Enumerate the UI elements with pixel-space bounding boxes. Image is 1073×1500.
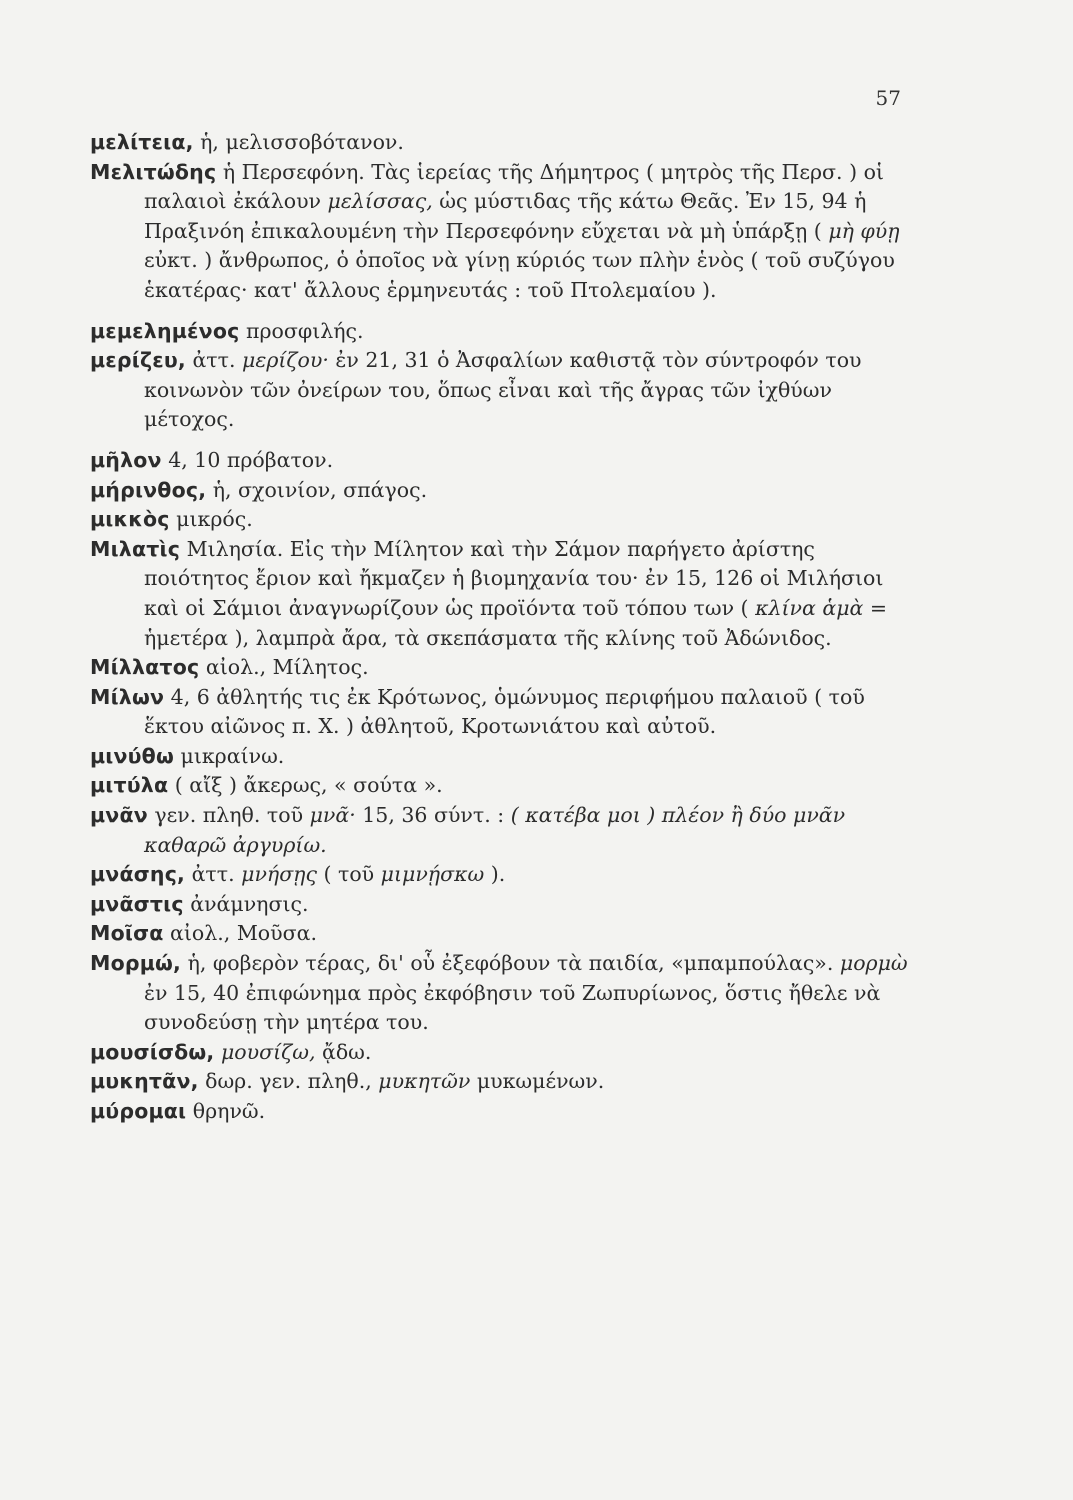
entry-text: ἡ, μελισσοβότανον.: [193, 130, 404, 154]
entry-text: ἐν 21, 31 ὁ Ἀσφαλίων καθιστᾷ τὸν σύντροφόν του κοινωνὸν τῶν ὀνείρων του, ὅπως εἶναι καὶ τῆς ἄγρας τῶν ἰχθύων μέτοχος.: [144, 348, 862, 432]
entry-text: 4, 10 πρόβατον.: [161, 447, 334, 472]
entry-headword: Μιλατὶς: [90, 536, 181, 561]
entry-headword: μουσίσδω,: [90, 1039, 215, 1064]
entry-headword: μνᾶστις: [90, 891, 184, 916]
glossary-entry: [90, 476, 912, 506]
entry-headword: μνᾶν: [90, 803, 148, 828]
entry-italic-text: ( κατέβα μοι ) πλέον ἢ δύο μνᾶν καθαρῶ ἀργυρίω.: [144, 803, 846, 857]
glossary-entry: [90, 919, 912, 949]
entry-text: ( τοῦ: [316, 862, 381, 887]
entry-text: ( αἴξ ) ἄκερως, « σούτα ».: [168, 773, 443, 798]
entry-text: ἡ, σχοινίον, σπάγος.: [206, 477, 428, 502]
entry-italic-text: μερίζου·: [242, 348, 329, 373]
entry-italic-text: κλίνα ἁμὰ: [755, 595, 864, 620]
entry-headword: μήρινθος,: [90, 477, 207, 502]
glossary-entry: [90, 535, 912, 653]
entry-text: ᾄδω.: [315, 1039, 372, 1064]
entry-italic-text: μουσίζω,: [220, 1039, 316, 1064]
entry-italic-text: μελίσσας,: [327, 189, 433, 214]
entry-italic-text: μυκητῶν: [378, 1069, 471, 1094]
entry-italic-text: μνήσῃς: [241, 862, 317, 887]
entry-text: ἡ Περσεφόνη. Τὰς ἱερείας τῆς Δήμητρος ( μητρὸς τῆς Περσ. ) οἱ παλαιοὶ ἐκάλουν: [144, 159, 884, 214]
entry-headword: Μίλλατος: [90, 655, 200, 680]
entry-headword: μιτύλα: [90, 773, 169, 798]
entry-text: ἡ, φοβερὸν τέρας, δι' οὗ ἐξεφόβουν τὰ παιδία, «μπαμπούλας».: [181, 951, 840, 976]
entry-headword: μῆλον: [90, 447, 162, 472]
entry-text: προσφιλής.: [239, 318, 364, 343]
entry-headword: Μελιτώδης: [90, 159, 217, 184]
glossary-entry: [90, 949, 912, 1038]
entry-italic-text: μορμὼ: [839, 951, 908, 976]
entry-headword: μικκὸς: [90, 507, 170, 532]
page-number: 57: [875, 86, 901, 110]
glossary-entry: [90, 158, 912, 306]
entry-headword: Μορμώ,: [90, 951, 182, 976]
glossary-entry: [90, 860, 912, 890]
entry-text: θρηνῶ.: [186, 1099, 266, 1123]
entry-italic-text: μὴ φύῃ: [828, 218, 900, 243]
entry-text: ἀττ.: [185, 348, 242, 373]
glossary-entry: [90, 683, 912, 742]
glossary-entry: [90, 446, 912, 476]
glossary-entry: [90, 1067, 912, 1097]
entry-text: μικρός.: [169, 507, 253, 532]
entry-text: μικραίνω.: [173, 743, 285, 768]
glossary-entry: [90, 346, 912, 435]
entry-headword: μυκητᾶν,: [90, 1069, 199, 1094]
entry-headword: Μοῖσα: [90, 921, 164, 946]
entry-text: εὐκτ. ) ἄνθρωπος, ὁ ὁποῖος νὰ γίνῃ κύριός των πλὴν ἑνὸς ( τοῦ συζύγου ἑκατέρας· κατ' ἄλλους ἑρμηνευτάς : τοῦ Πτολεμαίου ).: [144, 248, 895, 302]
entry-text: ἀνάμνησις.: [183, 891, 309, 916]
glossary-entry: [90, 317, 912, 347]
entry-headword: μύρομαι: [90, 1099, 187, 1123]
entry-headword: μνάσης,: [90, 862, 186, 887]
entry-text: 4, 6 ἀθλητής τις ἐκ Κρότωνος, ὁμώνυμος περιφήμου παλαιοῦ ( τοῦ ἕκτου αἰῶνος π. Χ. ) ἀθλητοῦ, Κροτωνιάτου καὶ αὐτοῦ.: [144, 684, 865, 739]
glossary-entry: [90, 742, 912, 772]
entry-headword: Μίλων: [90, 684, 165, 709]
glossary-entries: [90, 128, 912, 1127]
glossary-entry: [90, 801, 912, 860]
entry-italic-text: μιμνῄσκω: [380, 862, 485, 887]
entry-headword: μινύθω: [90, 743, 174, 768]
entry-text: αἰολ., Μοῦσα.: [163, 921, 317, 946]
glossary-entry: [90, 1097, 912, 1127]
entry-italic-text: μνᾶ·: [309, 803, 356, 828]
entry-text: ἀττ.: [185, 862, 242, 887]
entry-headword: μελίτεια,: [90, 130, 194, 154]
glossary-entry: [90, 890, 912, 920]
glossary-entry: [90, 1038, 912, 1068]
glossary-entry: [90, 771, 912, 801]
entry-text: ).: [484, 862, 506, 887]
entry-text: 15, 36 σύντ. :: [355, 803, 511, 828]
entry-text: αἰολ., Μίλητος.: [199, 655, 369, 680]
entry-text: γεν. πληθ. τοῦ: [147, 803, 310, 828]
entry-text: Μιλησία. Εἰς τὴν Μίλητον καὶ τὴν Σάμον παρήγετο ἀρίστης ποιότητος ἔριον καὶ ἤκμαζεν ἡ βιομηχανία του· ἐν 15, 126 οἱ Μιλήσιοι καὶ οἱ Σάμιοι ἀναγνωρίζουν ὡς προϊόντα τοῦ τόπου των (: [144, 536, 884, 620]
entry-text: μυκωμένων.: [470, 1069, 605, 1094]
glossary-entry: [90, 128, 912, 158]
entry-text: = ἡμετέρα ), λαμπρὰ ἄρα, τὰ σκεπάσματα τῆς κλίνης τοῦ Ἀδώνιδος.: [144, 595, 888, 650]
entry-headword: μερίζευ,: [90, 348, 186, 373]
entry-text: δωρ. γεν. πληθ.,: [198, 1069, 379, 1094]
glossary-entry: [90, 505, 912, 535]
entry-text: ὡς μύστιδας τῆς κάτω Θεᾶς. Ἐν 15, 94 ἡ Πραξινόη ἐπικαλουμένη τὴν Περσεφόνην εὔχεται νὰ μὴ ὑπάρξῃ (: [144, 189, 867, 243]
glossary-entry: [90, 653, 912, 683]
entry-text: ἐν 15, 40 ἐπιφώνημα πρὸς ἐκφόβησιν τοῦ Ζωπυρίωνος, ὅστις ἤθελε νὰ συνοδεύσῃ τὴν μητέρα του.: [144, 980, 881, 1035]
entry-headword: μεμεληµένος: [90, 318, 240, 343]
